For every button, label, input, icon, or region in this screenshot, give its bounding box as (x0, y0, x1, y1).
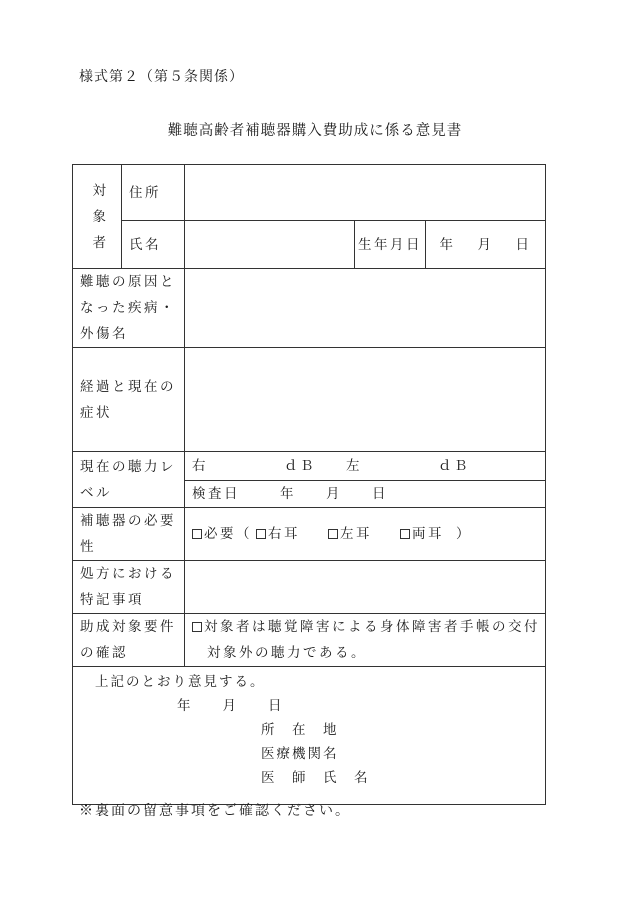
address-line-label: 所 在 地 (261, 722, 339, 738)
subject-label-cell (73, 165, 122, 269)
cause-row (73, 269, 546, 348)
course-row (73, 348, 546, 452)
right-ear-checkbox[interactable] (256, 529, 266, 539)
right-ear-level-label: 右 (192, 458, 208, 474)
doctor-name-line-label: 医 師 氏 名 (261, 770, 370, 786)
exam-month-label: 月 (326, 486, 342, 502)
eligibility-field (185, 614, 546, 667)
dob-day-label: 日 (515, 236, 532, 253)
eligibility-checkbox[interactable] (192, 622, 202, 632)
opinion-form-table (72, 164, 546, 805)
hearing-level-field[interactable] (185, 452, 546, 481)
necessity-row (73, 508, 546, 561)
eligibility-text-line1: 対象者は聴覚障害による身体障害者手帳の交付 (204, 619, 540, 635)
name-label: 氏名 (122, 221, 185, 269)
address-label: 住所 (122, 165, 185, 221)
hearing-level-row (73, 452, 546, 481)
address-field[interactable] (185, 165, 546, 221)
exam-year-label: 年 (280, 486, 296, 502)
statement-text: 上記のとおり意見する。 (95, 674, 266, 690)
signature-day-label: 日 (268, 698, 284, 714)
dob-month-label: 月 (477, 236, 494, 253)
signature-year-label: 年 (177, 698, 193, 714)
left-ear-option: 左耳 (340, 526, 372, 542)
cause-field[interactable] (185, 269, 546, 348)
eligibility-row (73, 614, 546, 667)
prescription-label: 処方における特記事項 (73, 561, 185, 614)
course-field[interactable] (185, 348, 546, 452)
address-row (73, 165, 546, 221)
necessity-checkbox[interactable] (192, 529, 202, 539)
right-ear-option: 右耳 (268, 526, 300, 542)
both-ears-option: 両耳 (412, 526, 444, 542)
necessity-close-paren: ） (456, 526, 472, 542)
name-row (73, 221, 546, 269)
both-ears-checkbox[interactable] (400, 529, 410, 539)
necessity-label: 補聴器の必要性 (73, 508, 185, 561)
page-title: 難聴高齢者補聴器購入費助成に係る意見書 (167, 123, 463, 139)
signature-block (73, 667, 546, 805)
exam-date-field[interactable] (185, 481, 546, 508)
left-ear-unit: ｄＢ (438, 458, 470, 474)
institution-line-label: 医療機関名 (261, 746, 339, 762)
dob-label: 生年月日 (355, 221, 426, 269)
left-ear-checkbox[interactable] (328, 529, 338, 539)
signature-date-field[interactable] (177, 693, 284, 719)
signature-month-label: 月 (222, 698, 238, 714)
subject-label: 対象者 (92, 182, 109, 251)
dob-field[interactable] (426, 221, 546, 269)
necessity-required-label: 必要（ (204, 526, 252, 542)
exam-date-label: 検査日 (192, 486, 240, 502)
footer-note: ※裏面の留意事項をご確認ください。 (79, 803, 351, 819)
name-field[interactable] (185, 221, 355, 269)
hearing-level-label: 現在の聴力レベル (73, 452, 185, 508)
signature-row (73, 667, 546, 805)
left-ear-level-label: 左 (346, 458, 362, 474)
prescription-row (73, 561, 546, 614)
eligibility-text-line2: 対象外の聴力である。 (207, 645, 367, 661)
cause-label: 難聴の原因となった疾病・外傷名 (73, 269, 185, 348)
dob-year-label: 年 (439, 236, 456, 253)
form-number-label: 様式第２（第５条関係） (79, 69, 244, 85)
course-label: 経過と現在の症状 (73, 348, 185, 452)
exam-day-label: 日 (372, 486, 388, 502)
necessity-field (185, 508, 546, 561)
right-ear-unit: ｄＢ (284, 458, 316, 474)
prescription-field[interactable] (185, 561, 546, 614)
eligibility-label: 助成対象要件の確認 (73, 614, 185, 667)
